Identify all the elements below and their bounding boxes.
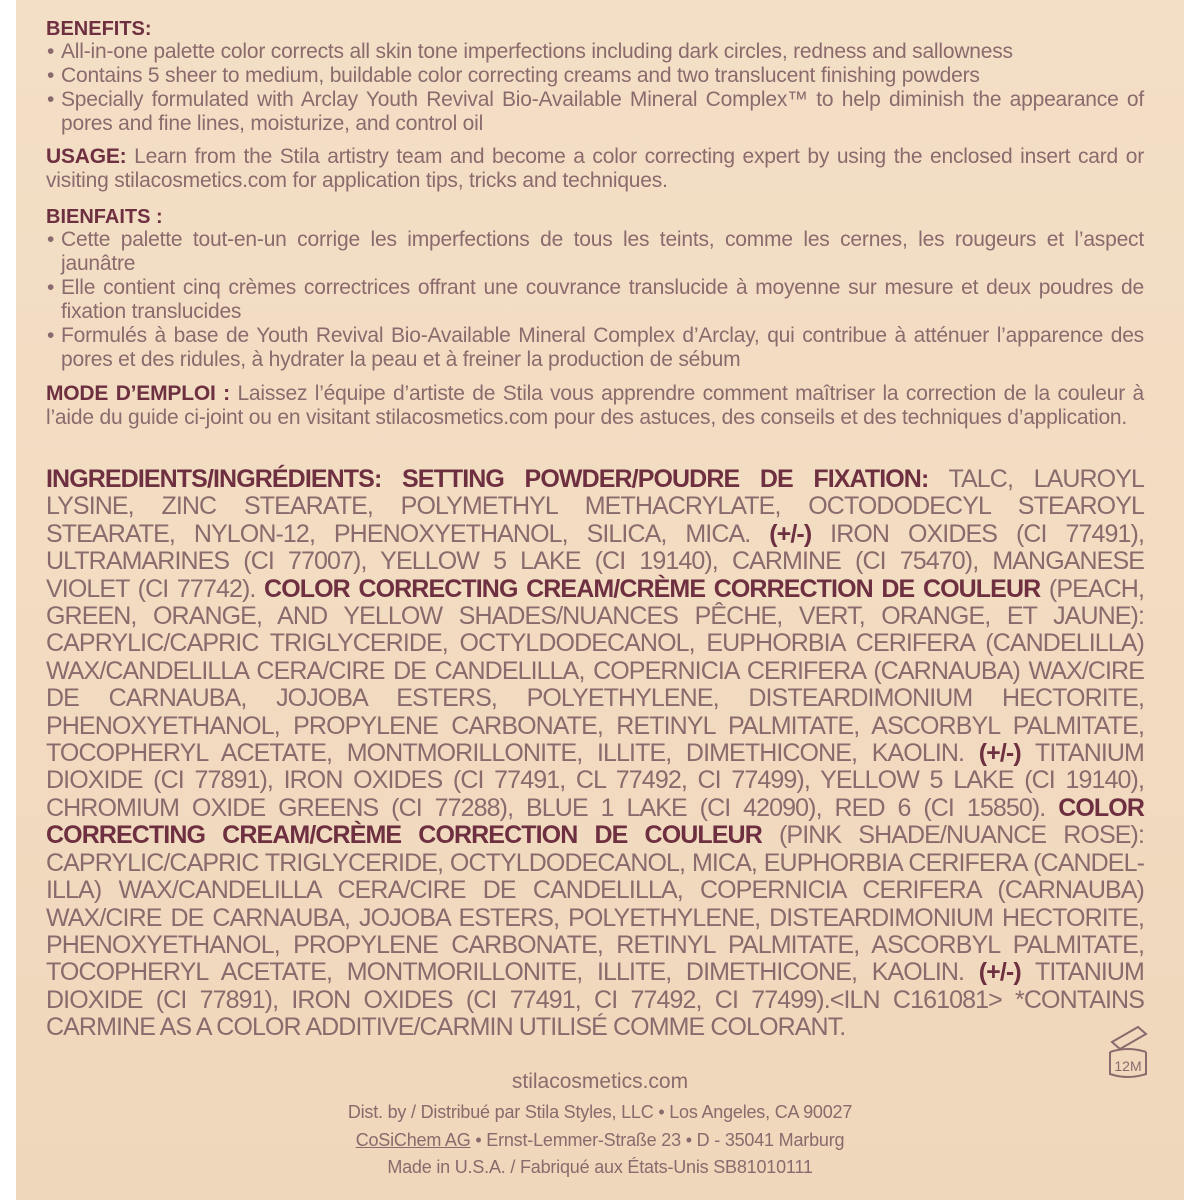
pink-cream-heading: COLOR CORRECTING CREAM/CRÈME CORRECTION DE COULEUR [46,793,1144,850]
cream-colorants: TITANIUM DIOXIDE (CI 77891), IRON OXIDES (CI 77491, CL 77492, CI 77499), YELLOW 5 LAKE (CI 19140), CHROMIUM OXIDE GREENS (CI 77288), BLUE 1 LAKE (CI 42090), RED 6 (CI 15850). [46,739,1144,822]
mode-emploi-label: MODE D’EMPLOI : [46,382,230,405]
usage-label: USAGE: [46,145,127,168]
website-text: stilacosmetics.com [511,1070,689,1093]
may-contain-marker: (+/-) [978,739,1021,768]
pink-cream-colorants: TITANIUM DIOXIDE (CI 77891), IRON OXIDES (CI 77491, CI 77492, CI 77499).<ILN C161081> *CONTAINS CARMINE AS A COLOR ADDITIVE/CARMIN UTILISÉ COMME COLORANT. [46,958,1144,1042]
may-contain-marker: (+/-) [769,519,812,548]
pao-label: 12M [1114,1058,1142,1074]
mode-emploi-text: Laissez l’équipe d’artiste de Stila vous apprendre comment maîtriser la correction de la couleur à l’aide du guide ci-joint ou en visitant stilacosmetics.com pour des astuces, des conseils et des techniques d’application. [46,382,1145,429]
made-in-text: Made in U.S.A. / Fabriqué aux États-Unis SB81010111 [387,1157,813,1177]
bienfaits-section [46,206,1144,372]
pink-cream-ingredients: (PINK SHADE/NUANCE ROSE): CAPRYLIC/CAPRIC TRIGLYCERIDE, OCTYLDODECANOL, MICA, EUPHORBIA CERIFERA (CANDEL-ILLA) WAX/CANDELILLA CERA/CIRE DE CANDELILLA, COPERNICIA CERIFERA (CARNAUBA) WAX/CIRE DE CARNAUBA, JOJOBA ESTERS, POLYETHYLENE, DISTEARDIMONIUM HECTORITE, PHENOXYETHANOL, PROPYLENE CARBONATE, RETINYL PALMITATE, ASCORBYL PALMITATE, TOCOPHERYL ACETATE, MONTMORILLONITE, ILLITE, DIMETHICONE, KAOLIN. [46,821,1144,987]
benefit-item: • Specially formulated with Arclay Youth Revival Bio-Available Mineral Complex™ to help diminish the appearance of pores and fine lines, moisturize, and control oil [46,88,1144,136]
bienfaits-heading: BIENFAITS : [46,206,163,228]
setting-powder-colorants: IRON OXIDES (CI 77491), ULTRAMARINES (CI 77007), YELLOW 5 LAKE (CI 19140), CARMINE (CI 75470), MANGANESE VIOLET (CI 77742). [46,519,1144,603]
may-contain-marker: (+/-) [978,958,1021,987]
benefit-item: • All-in-one palette color corrects all skin tone imperfections including dark circles, redness and sallowness [46,40,1144,64]
usage-text: Learn from the Stila artistry team and become a color correcting expert by using the enclosed insert card or visiting stilacosmetics.com for application tips, tricks and techniques. [46,145,1144,192]
eu-company-name: CoSiChem AG [355,1130,471,1150]
benefit-item: • Contains 5 sheer to medium, buildable color correcting creams and two translucent finishing powders [46,64,1144,88]
cream-heading: COLOR CORRECTING CREAM/CRÈME CORRECTION DE COULEUR [264,574,1041,603]
distributor-text: Dist. by / Distribué par Stila Styles, LLC • Los Angeles, CA 90027 [347,1102,853,1122]
ingredients-section [46,466,1144,1042]
benefits-section [46,18,1144,136]
benefits-heading: BENEFITS: [46,18,152,40]
bienfait-item: • Elle contient cinq crèmes correctrices offrant une couvrance translucide à moyenne sur mesure et deux poudres de fixation translucides [46,276,1144,324]
mode-emploi-section [46,382,1144,430]
bienfait-item: • Cette palette tout-en-un corrige les imperfections de tous les teints, comme les cernes, les rougeurs et l’aspect jaunâtre [46,228,1144,276]
bienfaits-list [46,228,1144,372]
packaging-panel [16,0,1184,1200]
bienfait-item: • Formulés à base de Youth Revival Bio-Available Mineral Complex d’Arclay, qui contribue à atténuer l’apparence des pores et des ridules, à hydrater la peau et à freiner la production de sébum [46,324,1144,372]
setting-powder-ingredients: TALC, LAUROYL LYSINE, ZINC STEARATE, POLYMETHYL METHACRYLATE, OCTODODECYL STEAROYL STEARATE, NYLON-12, PHENOXYETHANOL, SILICA, MICA. [46,465,1144,548]
usage-section [46,145,1144,193]
benefits-list [46,40,1144,136]
ingredients-heading: INGREDIENTS/INGRÉDIENTS: SETTING POWDER/POUDRE DE FIXATION: [46,465,929,493]
eu-address: • Ernst-Lemmer-Straße 23 • D - 35041 Marburg [475,1130,845,1150]
eu-address-line [16,1130,1184,1151]
cream-ingredients: (PEACH, GREEN, ORANGE, AND YELLOW SHADES/NUANCES PÊCHE, VERT, ORANGE, ET JAUNE): CAPRYLIC/CAPRIC TRIGLYCERIDE, OCTYLDODECANOL, EUPHORBIA CERIFERA (CANDELILLA) WAX/CANDELILLA CERA/CIRE DE CANDELILLA, COPERNICIA CERIFERA (CARNAUBA) WAX/CIRE DE CARNAUBA, JOJOBA ESTERS, POLYETHYLENE, DISTEARDIMONIUM HECTORITE, PHENOXYETHANOL, PROPYLENE CARBONATE, RETINYL PALMITATE, ASCORBYL PALMITATE, TOCOPHERYL ACETATE, MONTMORILLONITE, ILLITE, DIMETHICONE, KAOLIN. [46,574,1144,768]
